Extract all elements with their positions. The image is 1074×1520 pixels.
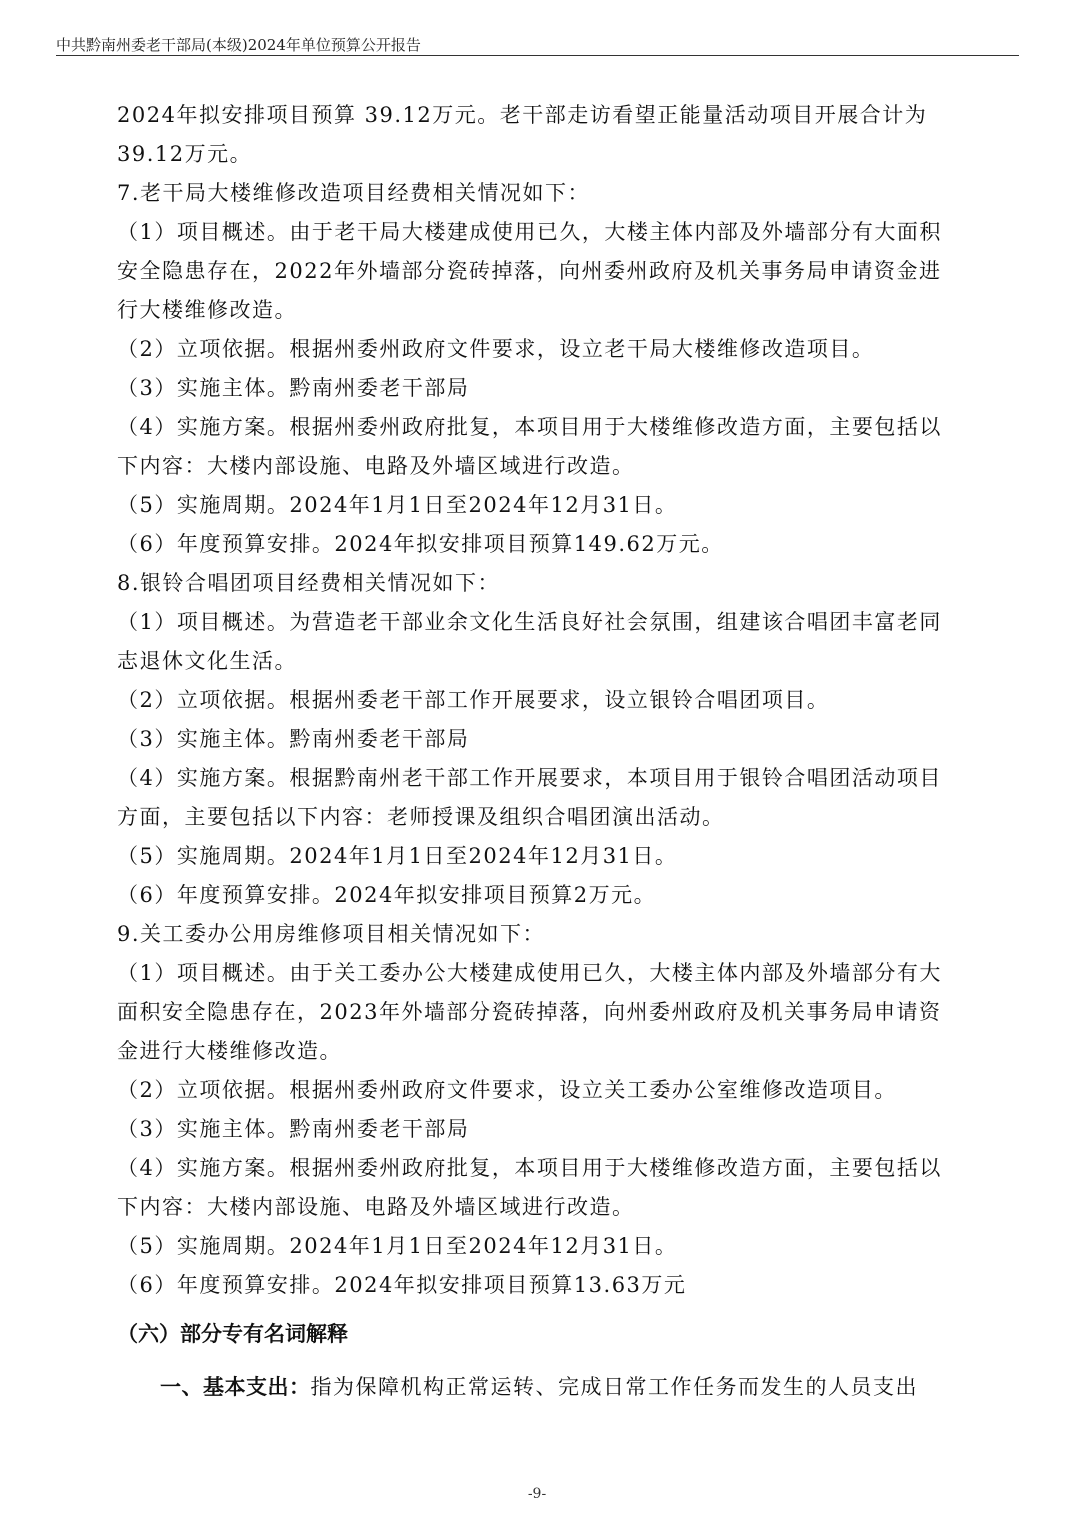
definition-text: 指为保障机构正常运转、完成日常工作任务而发生的人员支出 <box>310 1375 918 1399</box>
definition-paragraph <box>160 1369 918 1405</box>
body-line: （1）项目概述。由于关工委办公大楼建成使用已久，大楼主体内部及外墙部分有大 <box>117 961 942 985</box>
body-line: 方面，主要包括以下内容：老师授课及组织合唱团演出活动。 <box>117 805 725 829</box>
body-line: （2）立项依据。根据州委州政府文件要求，设立关工委办公室维修改造项目。 <box>117 1078 897 1102</box>
definition-term: 一、基本支出： <box>160 1375 311 1399</box>
page-number: -9- <box>527 1486 547 1502</box>
body-line: （3）实施主体。黔南州委老干部局 <box>117 727 470 751</box>
body-line: 下内容：大楼内部设施、电路及外墙区域进行改造。 <box>117 1195 635 1219</box>
body-line: （3）实施主体。黔南州委老干部局 <box>117 1117 470 1141</box>
body-line: 金进行大楼维修改造。 <box>117 1039 342 1063</box>
body-line: （6）年度预算安排。2024年拟安排项目预算149.62万元。 <box>117 532 724 556</box>
body-line: （5）实施周期。2024年1月1日至2024年12月31日。 <box>117 493 678 517</box>
body-line: 志退休文化生活。 <box>117 649 297 673</box>
body-line: （4）实施方案。根据黔南州老干部工作开展要求，本项目用于银铃合唱团活动项目 <box>117 766 942 790</box>
body-line: 下内容：大楼内部设施、电路及外墙区域进行改造。 <box>117 454 635 478</box>
body-line: （4）实施方案。根据州委州政府批复，本项目用于大楼维修改造方面，主要包括以 <box>117 1156 942 1180</box>
body-line: （5）实施周期。2024年1月1日至2024年12月31日。 <box>117 844 678 868</box>
body-line: （1）项目概述。由于老干局大楼建成使用已久，大楼主体内部及外墙部分有大面积 <box>117 220 942 244</box>
section-heading: （六）部分专有名词解释 <box>117 1322 348 1346</box>
body-line: 7.老干局大楼维修改造项目经费相关情况如下： <box>117 181 591 205</box>
body-line: （5）实施周期。2024年1月1日至2024年12月31日。 <box>117 1234 678 1258</box>
body-line: （4）实施方案。根据州委州政府批复，本项目用于大楼维修改造方面，主要包括以 <box>117 415 942 439</box>
body-line: 2024年拟安排项目预算 39.12万元。老干部走访看望正能量活动项目开展合计为 <box>117 103 928 127</box>
body-line: 39.12万元。 <box>117 142 253 166</box>
body-line: 安全隐患存在，2022年外墙部分瓷砖掉落，向州委州政府及机关事务局申请资金进 <box>117 259 942 283</box>
body-line: 行大楼维修改造。 <box>117 298 297 322</box>
body-line: （2）立项依据。根据州委老干部工作开展要求，设立银铃合唱团项目。 <box>117 688 830 712</box>
body-line: （6）年度预算安排。2024年拟安排项目预算13.63万元 <box>117 1273 687 1297</box>
body-line: （6）年度预算安排。2024年拟安排项目预算2万元。 <box>117 883 657 907</box>
body-line: 8.银铃合唱团项目经费相关情况如下： <box>117 571 501 595</box>
header-divider <box>56 55 1019 56</box>
page-header-title: 中共黔南州委老干部局(本级)2024年单位预算公开报告 <box>56 36 421 54</box>
body-line: 面积安全隐患存在，2023年外墙部分瓷砖掉落，向州委州政府及机关事务局申请资 <box>117 1000 942 1024</box>
body-line: （1）项目概述。为营造老干部业余文化生活良好社会氛围，组建该合唱团丰富老同 <box>117 610 942 634</box>
body-text <box>117 96 967 1305</box>
body-line: （2）立项依据。根据州委州政府文件要求，设立老干局大楼维修改造项目。 <box>117 337 875 361</box>
body-line: （3）实施主体。黔南州委老干部局 <box>117 376 470 400</box>
body-line: 9.关工委办公用房维修项目相关情况如下： <box>117 922 546 946</box>
